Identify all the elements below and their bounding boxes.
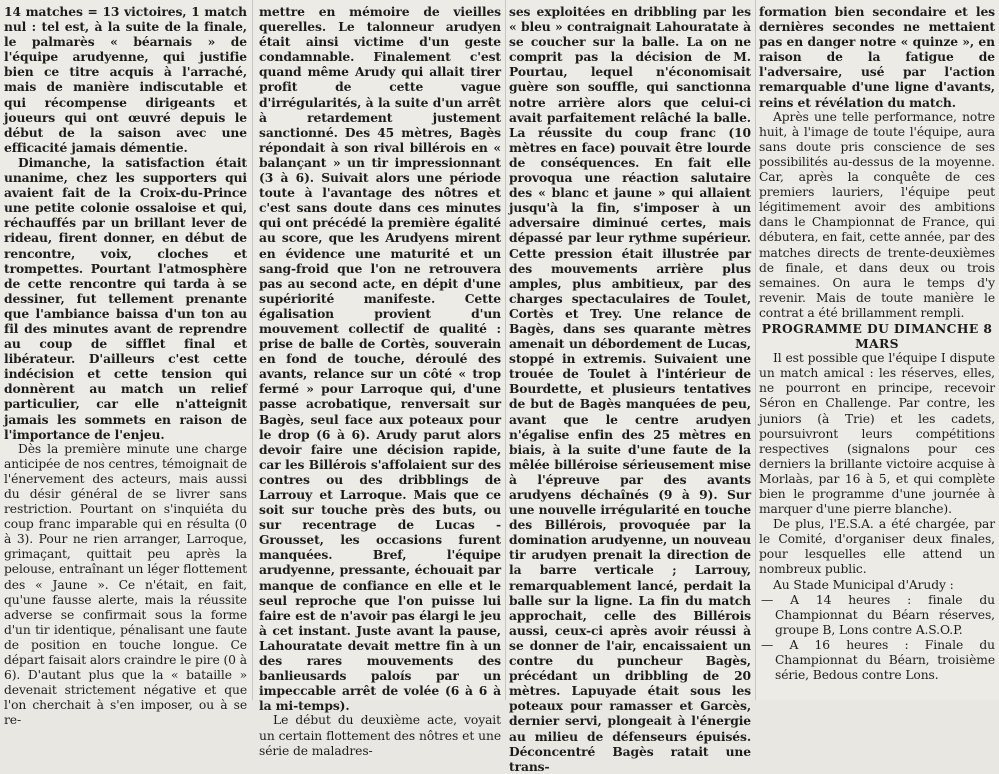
article-paragraph: 14 matches = 13 victoires, 1 match nul : tel est, à la suite de la finale, le palmarès « béarnais » de l'équipe arudyenne, qui justifie bien ce titre acquis à l'arraché, mais de manière indiscutable et qui récompense dirigeants et joueurs qui ont œuvré depuis le début de la saison avec une efficacité jamais démentie. — [4, 4, 247, 155]
article-paragraph: De plus, l'E.S.A. a été chargée, par le Comité, d'organiser deux finales, pour lesquelles elle attend un nombreux public. — [759, 517, 995, 577]
column-rule — [755, 0, 756, 700]
article-paragraph: formation bien secondaire et les dernières secondes ne mettaient pas en danger notre « quinze », en raison de la fatigue de l'adversaire, usé par l'action remarquable d'une ligne d'avants, reins et révélation du match. — [759, 4, 995, 110]
article-column-3 — [509, 4, 751, 774]
program-entry: — A 14 heures : finale du Championnat du Béarn réserves, groupe B, Lons contre A.S.O.P. — [761, 592, 995, 637]
column-rule — [505, 0, 506, 700]
article-column-4 — [759, 4, 995, 700]
article-paragraph: Il est possible que l'équipe I dispute un match amical : les réserves, elles, ne pourront en principe, recevoir Séron en Challenge. Par contre, les juniors (à Trie) et les cadets, poursuivront leurs compétitions respectives (signalons pour ces derniers la brillante victoire acquise à Morlaàs, par 16 à 5, et qui complète bien le programme d'une journée à marquer d'une pierre blanche). — [759, 351, 995, 517]
article-paragraph: Dimanche, la satisfaction était unanime, chez les supporters qui avaient fait de la Croix-du-Prince une petite colonie ossaloise et qui, réchauffés par un brillant lever de rideau, firent donner, en début de rencontre, voix, cloches et trompettes. Pourtant l'atmosphère de cette rencontre qui tarda à se dessiner, fut tellement prenante que l'ambiance baissa d'un ton au fil des minutes avant de reprendre au coup de sifflet final et libérateur. D'ailleurs c'est cette indécision et cette tension qui donnèrent au match un relief particulier, car elle n'atteignit jamais les sommets en raison de l'importance de l'enjeu. — [4, 154, 247, 442]
article-paragraph: mettre en mémoire de vieilles querelles. Le talonneur arudyen était ainsi victime d'un geste condamnable. Finalement c'est quand même Arudy qui allait tirer profit de cette vague d'irrégularités, à la suite d'un arrêt à retardement justement sanctionné. Des 45 mètres, Bagès répondait à son rival billérois en « balançant » un tir impressionnant (3 à 6). Suivait alors une période toute à l'avantage des nôtres et c'est sans doute dans ces minutes qui ont précédé la première égalité au score, que les Arudyens mirent en évidence une maturité et un sang-froid que l'on ne retrouvera pas au second acte, en dépit d'une supériorité manifeste. Cette égalisation provient d'un mouvement collectif de qualité : prise de balle de Cortès, souverain en fond de touche, déroulé des avants, relance sur un côté « trop fermé » pour Larroque qui, d'une passe acrobatique, renversait sur Bagès, seul face aux poteaux pour le drop (6 à 6). Arudy parut alors devoir faire une décision rapide, car les Billérois s'affolaient sur des contres ou des dribblings de Larrouy et Larroque. Mais que ce soit sur touche près des buts, ou sur recentrage de Lucas - Grousset, les occasions furent manquées. Bref, l'équipe arudyenne, pressante, échouait par manque de confiance en elle et le seul reproche que l'on puisse lui faire est de n'avoir pas élargi le jeu à cet instant. Juste avant la pause, Lahouratate devait mettre fin à un des rares mouvements des banlieusards paloís par un impeccable arrêt de volée (6 à 6 à la mi-temps). — [259, 4, 501, 714]
article-column-1 — [4, 4, 247, 728]
program-entry: — A 16 heures : Finale du Championnat du Béarn, troisième série, Bedous contre Lons. — [761, 637, 995, 683]
article-column-2 — [259, 4, 501, 758]
article-paragraph: Après une telle performance, notre huit, à l'image de toute l'équipe, aura sans doute pris conscience de ses possibilités au-dessus de la moyenne. Car, après la conquête de ces premiers lauriers, l'équipe peut légitimement avoir des ambitions dans le Championnat de France, qui débutera, en fait, cette année, par des matches directs de trente-deuxièmes de finale, et dans deux ou trois semaines. On aura le temps d'y revenir. Mais de toute manière le contrat a été brillamment rempli. — [759, 109, 995, 320]
section-heading: PROGRAMME DU DIMANCHE 8 MARS — [761, 320, 993, 352]
column-rule — [252, 0, 253, 700]
article-paragraph: ses exploitées en dribbling par les « bleu » contraignait Lahouratate à se coucher sur la balle. La on ne comprit pas la décision de M. Pourtau, lequel n'économisait guère son souffle, qui sanctionna notre arrière alors que celui-ci avait parfaitement relâché la balle. La réussite du coup franc (10 mètres en face) pouvait être lourde de conséquences. En fait elle provoqua une réaction salutaire des « blanc et jaune » qui allaient jusqu'à la fin, s'imposer à un adversaire diminué certes, mais dépassé par leur rythme supérieur. Cette pression était illustrée par des mouvements arrière plus amples, plus ambitieux, par des charges spectaculaires de Toulet, Cortès et Trey. Une relance de Bagès, dans ses quarante mètres amenait un débordement de Lucas, stoppé in extremis. Suivaient une trouée de Toulet à l'intérieur de Bourdette, et plusieurs tentatives de but de Bagès manquées de peu, avant que le centre arudyen n'égalise enfin des 25 mètres en biais, à la suite d'une faute de la mêlée billéroise sérieusement mise à l'épreuve par des avants arudyens déchaînés (9 à 9). Sur une nouvelle irrégularité en touche des Billérois, provoquée par la domination arudyenne, un nouveau tir arudyen prenait la direction de la barre verticale ; Larrouy, remarquablement lancé, perdait la balle sur la ligne. La fin du match approchait, celle des Billérois aussi, ceux-ci après avoir réussi à se donner de l'air, encaissaient un contre du puncheur Bagès, précédant un dribbling de 20 mètres. Lapuyade était sous les poteaux pour ramasser et Garcès, dernier servi, plongeait à l'énergie au milieu de défenseurs épuisés. Déconcentré Bagès ratait une trans- — [509, 4, 751, 774]
article-paragraph: Au Stade Municipal d'Arudy : — [773, 577, 954, 592]
article-paragraph: Le début du deuxième acte, voyait un certain flottement des nôtres et une série de maladres- — [259, 713, 501, 758]
article-paragraph: Dès la première minute une charge anticipée de nos centres, témoignait de l'énervement des acteurs, mais aussi du désir général de se livrer sans restriction. Pourtant on s'inquiéta du coup franc imparable qui en résulta (0 à 3). Pour ne rien arranger, Larroque, grimaçant, quittait peu après la pelouse, entraînant un léger flottement des « Jaune ». Ce n'était, en fait, qu'une fausse alerte, mais la réussite adverse se confirmait sous la forme d'un tir identique, pénalisant une faute de position en touche longue. Ce départ faisait alors craindre le pire (0 à 6). D'autant plus que la « bataille » devenait strictement négative et que l'on cherchait à s'en imposer, ou à se re- — [4, 441, 247, 728]
